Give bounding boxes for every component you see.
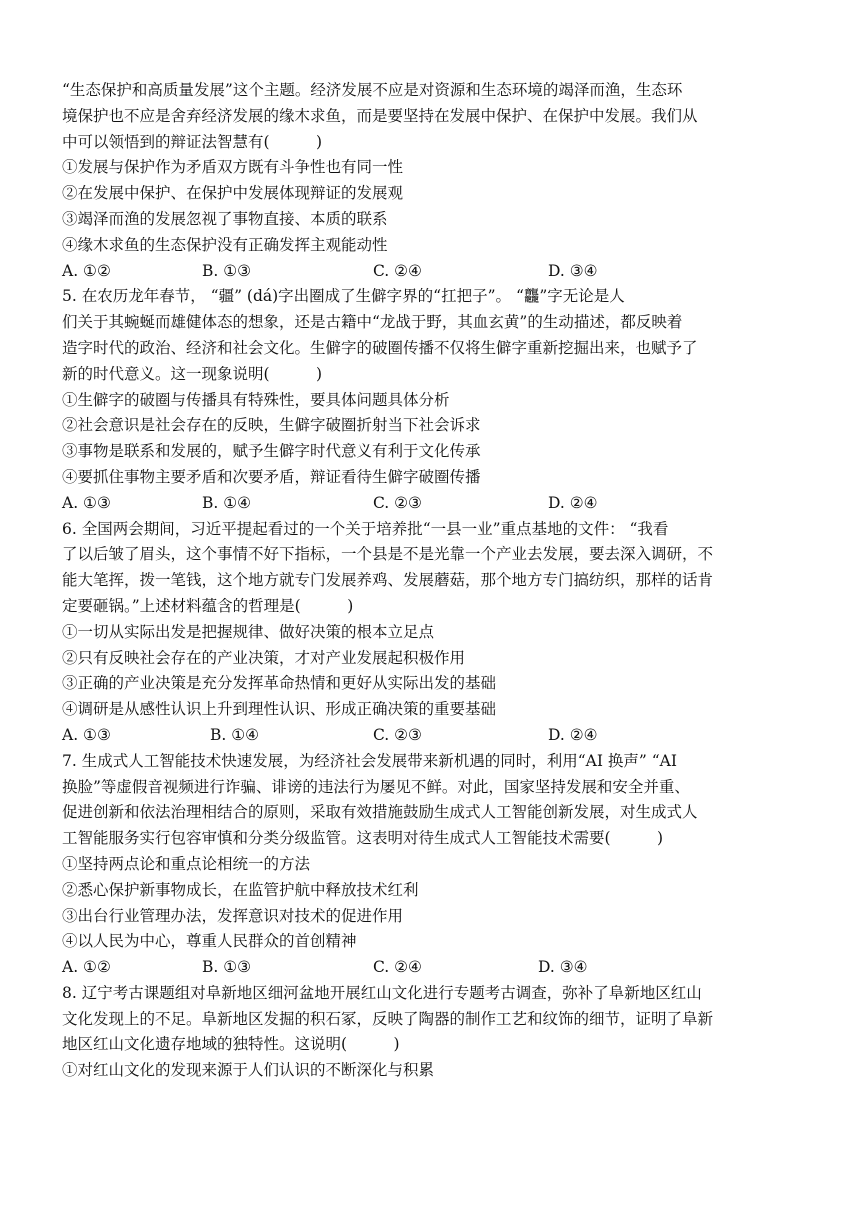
question-stem-line: 6. 全国两会期间，习近平提起看过的一个关于培养批“一县一业”重点基地的文件： “我看: [62, 519, 669, 538]
option-a: A. ①②: [62, 261, 111, 280]
statement-4: ④调研是从感性认识上升到理性认识、形成正确决策的重要基础: [62, 700, 497, 719]
question-stem-line: 造字时代的政治、经济和社会文化。生僻字的破圈传播不仅将生僻字重新挖掘出来，也赋予了: [62, 338, 698, 357]
statement-3: ③出台行业管理办法，发挥意识对技术的促进作用: [62, 906, 404, 925]
option-b: B. ①④: [202, 493, 252, 512]
statement-2: ②只有反映社会存在的产业决策，才对产业发展起积极作用: [62, 648, 466, 667]
statement-1: ①坚持两点论和重点论相统一的方法: [62, 854, 311, 873]
statement-2: ②社会意识是社会存在的反映，生僻字破圈折射当下社会诉求: [62, 416, 481, 435]
statement-3: ③事物是联系和发展的，赋予生僻字时代意义有利于文化传承: [62, 442, 481, 461]
question-4-continued: [62, 78, 802, 284]
question-stem-line: 5. 在农历龙年春节， “疆” (dá)字出圈成了生僻字界的“扛把子”。 “龘”字无论是人: [62, 287, 625, 306]
exam-page: [62, 78, 802, 1084]
question-stem-line: 定要砸锅。”上述材料蕴含的哲理是( ): [62, 596, 354, 615]
statement-2: ②在发展中保护、在保护中发展体现辩证的发展观: [62, 184, 404, 203]
question-stem-line: “生态保护和高质量发展”这个主题。经济发展不应是对资源和生态环境的竭泽而渔，生态环: [62, 81, 683, 99]
option-d: D. ③④: [538, 958, 588, 977]
option-a: A. ①③: [62, 493, 111, 512]
option-c: C. ②③: [373, 725, 422, 744]
question-stem-line: 促进创新和依法治理相结合的原则，采取有效措施鼓励生成式人工智能创新发展，对生成式人: [62, 803, 698, 822]
question-stem-line: 中可以领悟到的辩证法智慧有( ): [62, 132, 323, 151]
question-stem-line: 7. 生成式人工智能技术快速发展，为经济社会发展带来新机遇的同时，利用“AI 换声” “AI: [62, 751, 677, 770]
option-b: B. ①③: [202, 958, 252, 977]
statement-4: ④缘木求鱼的生态保护没有正确发挥主观能动性: [62, 235, 388, 254]
statement-4: ④以人民为中心，尊重人民群众的首创精神: [62, 932, 357, 951]
option-a: A. ①②: [62, 958, 111, 977]
question-stem-line: 境保护也不应是舍弃经济发展的缘木求鱼，而是要坚持在发展中保护、在保护中发展。我们从: [62, 106, 698, 125]
statement-4: ④要抓住事物主要矛盾和次要矛盾，辩证看待生僻字破圈传播: [62, 467, 481, 486]
option-b: B. ①③: [202, 261, 252, 280]
question-stem-line: 能大笔挥，拨一笔钱，这个地方就专门发展养鸡、发展蘑菇，那个地方专门搞纺织，那样的话肯: [62, 571, 714, 590]
question-7: [62, 749, 802, 981]
question-stem-line: 8. 辽宁考古课题组对阜新地区细河盆地开展红山文化进行专题考古调查，弥补了阜新地区红山: [62, 983, 702, 1002]
question-stem-line: 地区红山文化遗存地域的独特性。这说明( ): [62, 1035, 400, 1054]
statement-1: ①对红山文化的发现来源于人们认识的不断深化与积累: [62, 1061, 435, 1080]
answer-options: [62, 491, 802, 517]
option-b: B. ①④: [210, 725, 260, 744]
answer-options: [62, 259, 802, 285]
question-stem-line: 换脸”等虚假音视频进行诈骗、诽谤的违法行为屡见不鲜。对此，国家坚持发展和安全并重、: [62, 777, 690, 796]
question-6: [62, 517, 802, 749]
question-stem-line: 们关于其蜿蜒而雄健体态的想象，还是古籍中“龙战于野，其血玄黄”的生动描述，都反映着: [62, 313, 683, 332]
option-d: D. ③④: [548, 261, 598, 280]
question-stem-line: 工智能服务实行包容审慎和分类分级监管。这表明对待生成式人工智能技术需要( ): [62, 829, 664, 848]
statement-3: ③竭泽而渔的发展忽视了事物直接、本质的联系: [62, 209, 388, 228]
question-stem-line: 新的时代意义。这一现象说明( ): [62, 364, 323, 383]
question-stem-line: 了以后皱了眉头，这个事情不好下指标，一个县是不是光靠一个产业去发展，要去深入调研，不: [62, 545, 714, 564]
option-c: C. ②④: [373, 958, 422, 977]
statement-1: ①一切从实际出发是把握规律、做好决策的根本立足点: [62, 622, 435, 641]
statement-1: ①生僻字的破圈与传播具有特殊性，要具体问题具体分析: [62, 390, 450, 409]
statement-3: ③正确的产业决策是充分发挥革命热情和更好从实际出发的基础: [62, 674, 497, 693]
option-d: D. ②④: [548, 493, 598, 512]
question-5: [62, 284, 802, 516]
statement-1: ①发展与保护作为矛盾双方既有斗争性也有同一性: [62, 158, 404, 177]
option-d: D. ②④: [548, 725, 598, 744]
answer-options: [62, 955, 802, 981]
question-8: [62, 981, 802, 1084]
answer-options: [62, 723, 802, 749]
option-c: C. ②④: [373, 261, 422, 280]
question-stem-line: 文化发现上的不足。阜新地区发掘的积石冢，反映了陶器的制作工艺和纹饰的细节，证明了阜新: [62, 1009, 714, 1028]
option-c: C. ②③: [373, 493, 422, 512]
option-a: A. ①③: [62, 725, 111, 744]
statement-2: ②悉心保护新事物成长，在监管护航中释放技术红利: [62, 880, 419, 899]
